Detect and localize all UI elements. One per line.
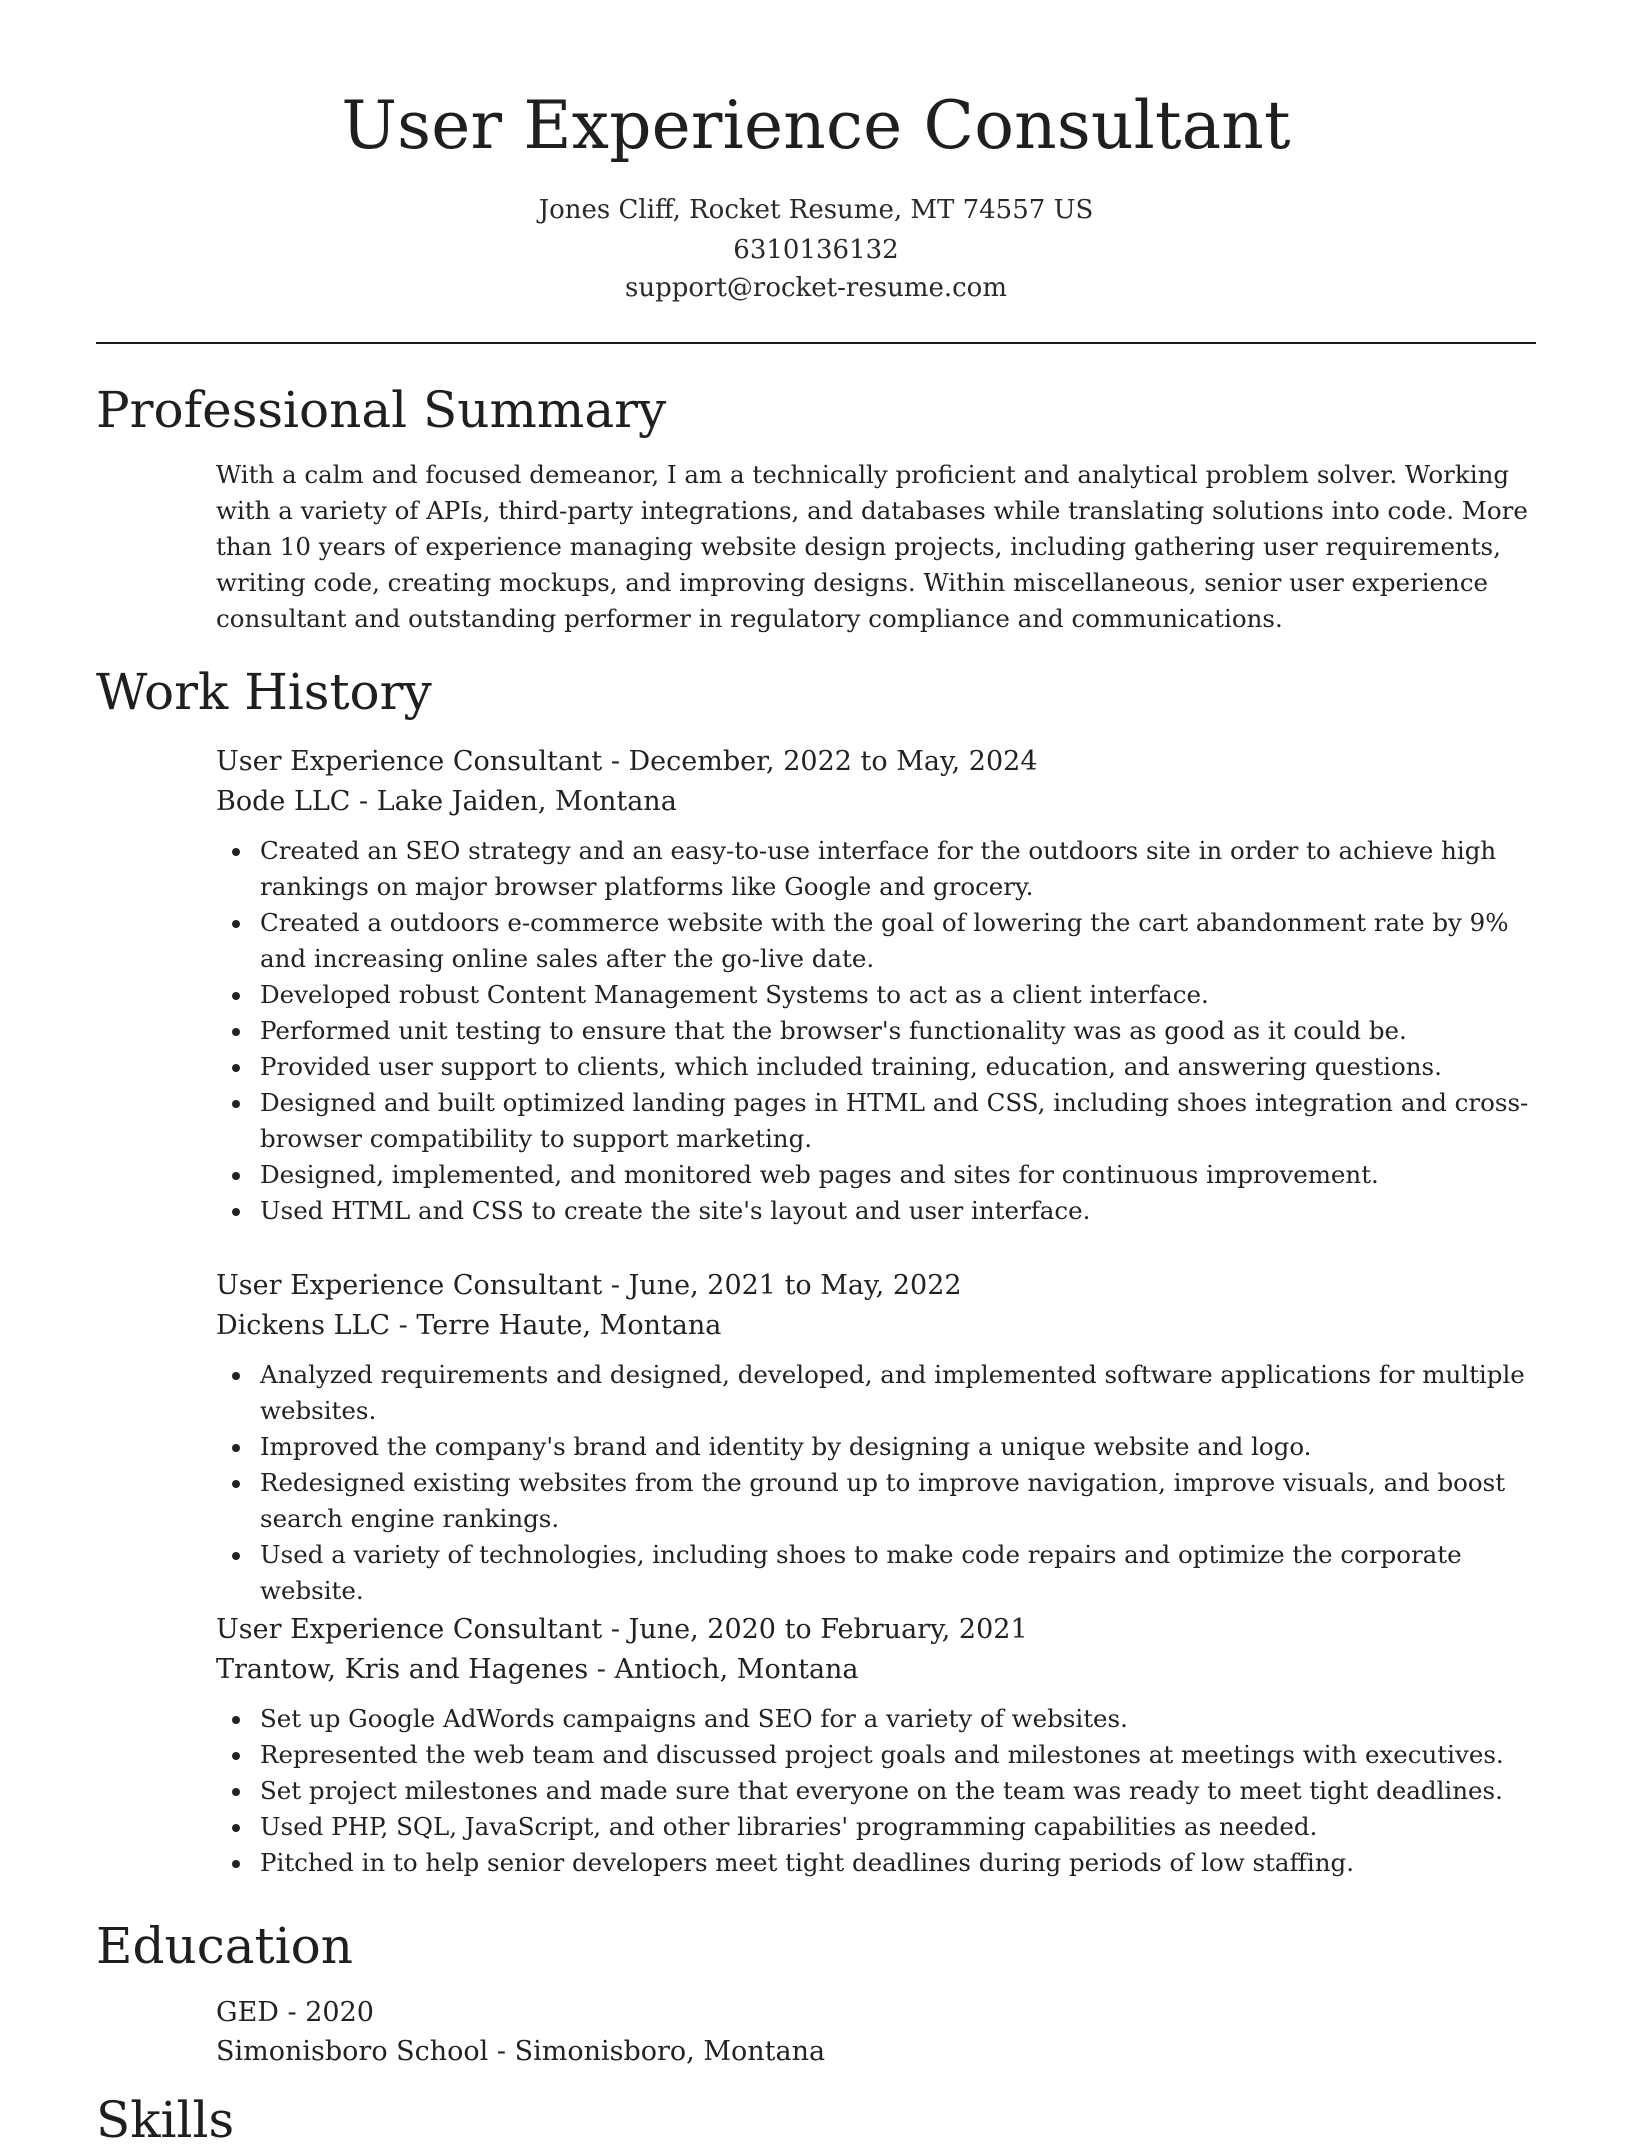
job-bullets	[216, 833, 1536, 1229]
list-item: Improved the company's brand and identity by designing a unique website and logo.	[216, 1429, 1536, 1465]
skills-heading: Skills	[96, 2091, 235, 2149]
contact-email: support@rocket-resume.com	[624, 273, 1007, 303]
contact-address: Jones Cliff, Rocket Resume, MT 74557 US	[538, 195, 1094, 225]
education-heading: Education	[96, 1917, 353, 1975]
job-company-line: Trantow, Kris and Hagenes - Antioch, Montana	[216, 1654, 859, 1685]
summary-heading: Professional Summary	[96, 381, 667, 439]
list-item: Represented the web team and discussed project goals and milestones at meetings with executives.	[216, 1737, 1536, 1773]
job-bullets	[216, 1357, 1536, 1609]
job-company-line: Bode LLC - Lake Jaiden, Montana	[216, 786, 677, 817]
list-item: Performed unit testing to ensure that the browser's functionality was as good as it could be.	[216, 1013, 1536, 1049]
job-bullets	[216, 1701, 1536, 1881]
list-item: Used PHP, SQL, JavaScript, and other libraries' programming capabilities as needed.	[216, 1809, 1536, 1845]
list-item: Set project milestones and made sure that everyone on the team was ready to meet tight deadlines.	[216, 1773, 1536, 1809]
education-degree-line: GED - 2020	[216, 1997, 374, 2028]
job-title-line: User Experience Consultant - December, 2022 to May, 2024	[216, 746, 1038, 777]
list-item: Created an SEO strategy and an easy-to-use interface for the outdoors site in order to achieve high rankings on major browser platforms like Google and grocery.	[216, 833, 1536, 905]
summary-text: With a calm and focused demeanor, I am a technically proficient and analytical problem solver. Working with a variety of APIs, third-party integrations, and databases while translating solutions into code. More than 10 years of experience managing website design projects, including gathering user requirements, writing code, creating mockups, and improving designs. Within miscellaneous, senior user experience consultant and outstanding performer in regulatory compliance and communications.	[216, 460, 1528, 633]
list-item: Pitched in to help senior developers meet tight deadlines during periods of low staffing.	[216, 1845, 1536, 1881]
job-title-line: User Experience Consultant - June, 2021 to May, 2022	[216, 1270, 962, 1301]
list-item: Designed and built optimized landing pages in HTML and CSS, including shoes integration and cross-browser compatibility to support marketing.	[216, 1085, 1536, 1157]
work-history-heading: Work History	[96, 663, 432, 721]
education-school-line: Simonisboro School - Simonisboro, Montana	[216, 2036, 826, 2067]
list-item: Redesigned existing websites from the ground up to improve navigation, improve visuals, and boost search engine rankings.	[216, 1465, 1536, 1537]
list-item: Analyzed requirements and designed, developed, and implemented software applications for multiple websites.	[216, 1357, 1536, 1429]
list-item: Set up Google AdWords campaigns and SEO for a variety of websites.	[216, 1701, 1536, 1737]
header-divider	[96, 342, 1536, 344]
job-company-line: Dickens LLC - Terre Haute, Montana	[216, 1310, 722, 1341]
list-item: Used HTML and CSS to create the site's layout and user interface.	[216, 1193, 1536, 1229]
list-item: Provided user support to clients, which included training, education, and answering questions.	[216, 1049, 1536, 1085]
job-title-line: User Experience Consultant - June, 2020 to February, 2021	[216, 1614, 1028, 1645]
page-title: User Experience Consultant	[341, 87, 1291, 164]
list-item: Developed robust Content Management Systems to act as a client interface.	[216, 977, 1536, 1013]
contact-phone: 6310136132	[733, 235, 899, 265]
list-item: Used a variety of technologies, including shoes to make code repairs and optimize the corporate website.	[216, 1537, 1536, 1609]
list-item: Designed, implemented, and monitored web pages and sites for continuous improvement.	[216, 1157, 1536, 1193]
list-item: Created a outdoors e-commerce website with the goal of lowering the cart abandonment rate by 9% and increasing online sales after the go-live date.	[216, 905, 1536, 977]
